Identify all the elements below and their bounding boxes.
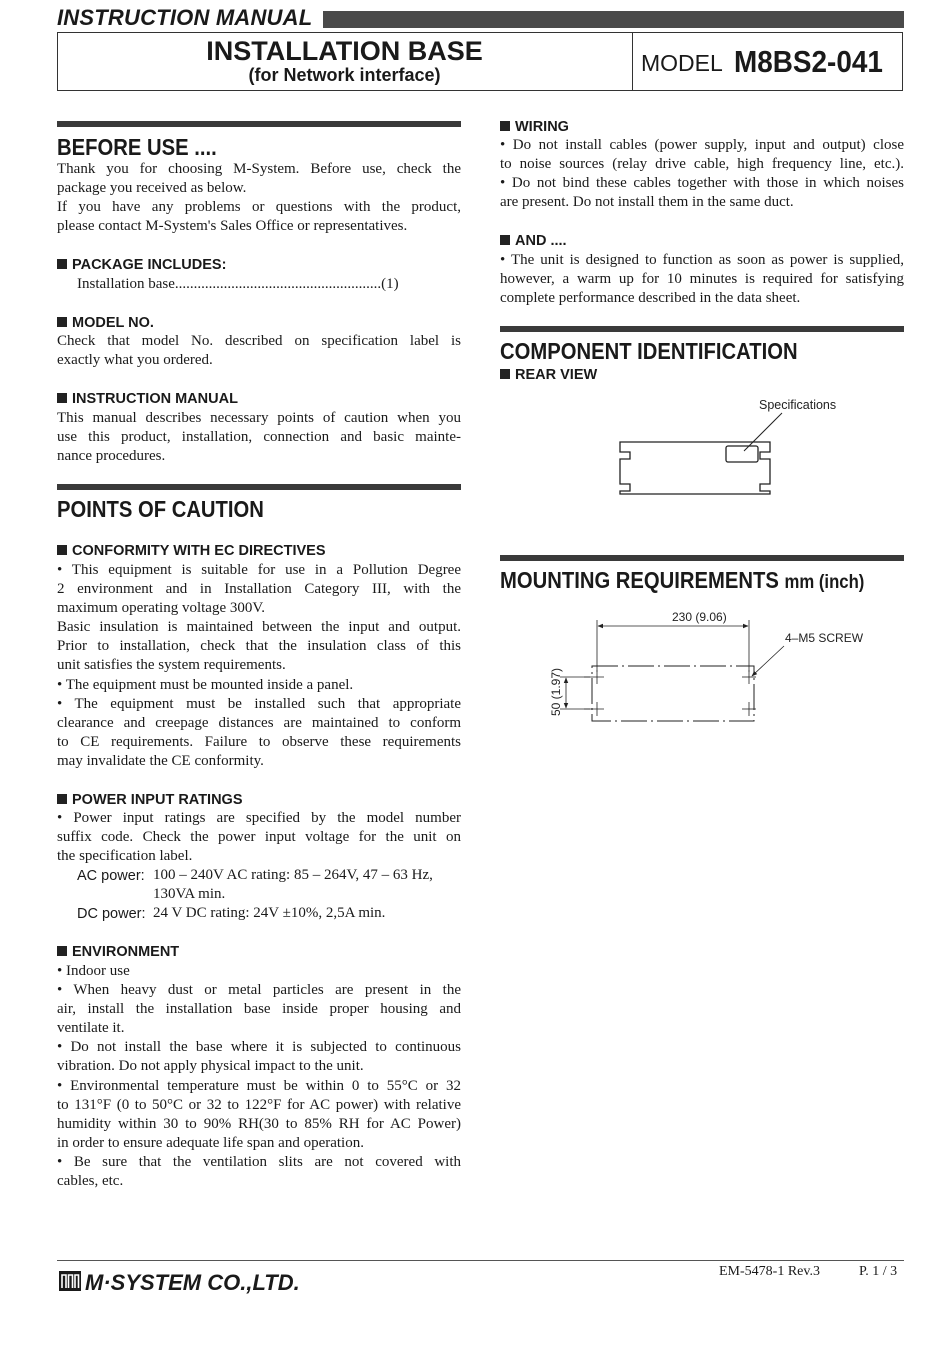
component-identification-title: COMPONENT IDENTIFICATION xyxy=(500,338,798,364)
text-line: • This equipment is suitable for use in a Pollution Degree xyxy=(57,562,461,578)
base-outline xyxy=(620,442,770,494)
text-line: air, install the installation base inside proper housing and xyxy=(57,1001,461,1018)
screw-leader xyxy=(752,646,784,676)
text-line: • The equipment must be mounted inside a panel. xyxy=(57,676,354,693)
wiring-text xyxy=(500,136,904,212)
before-use-intro xyxy=(57,160,461,236)
text-line: cables, etc. xyxy=(57,1173,124,1190)
text-line: to CE requirements. Failure to observe these requirements xyxy=(57,733,461,750)
screw-label: 4–M5 SCREW xyxy=(785,631,864,645)
model-value: M8BS2-041 xyxy=(734,44,883,79)
text-line: humidity within 30 to 90% RH(30 to 85% RH for AC Power) xyxy=(57,1115,461,1132)
text-line: • When heavy dust or metal particles are present in the xyxy=(57,982,461,999)
height-dimension-label: 50 (1.97) xyxy=(549,667,563,716)
text-line: the specification label. xyxy=(57,848,193,865)
mounting-title-text: MOUNTING REQUIREMENTS xyxy=(500,567,779,593)
mounting-unit: mm (inch) xyxy=(784,572,865,593)
text-line: vibration. Do not apply physical impact to the unit. xyxy=(57,1058,364,1075)
document-title: INSTALLATION BASE xyxy=(206,36,483,66)
text-line: • Power input ratings are specified by the model number xyxy=(57,810,461,826)
ac-power-label: AC power: xyxy=(77,868,145,884)
text-line: however, a warm up for 10 minutes is required for satisfying xyxy=(500,271,904,288)
text-line: in order to ensure adequate life span and operation. xyxy=(57,1134,364,1151)
instruction-manual-heading: INSTRUCTION MANUAL xyxy=(57,391,238,407)
footer-rule xyxy=(57,1260,904,1261)
mounting-requirements-title xyxy=(500,567,864,594)
text-line: please contact M-System's Sales Office or representatives. xyxy=(57,218,408,235)
header-bar xyxy=(323,11,904,28)
text-line: clearance and creepage distances are maintained to conform xyxy=(57,714,461,731)
section-rule xyxy=(500,326,904,332)
text-line: • Do not bind these cables together with those in which noises xyxy=(500,175,904,192)
section-rule xyxy=(57,121,461,127)
text-line: • Be sure that the ventilation slits are not covered with xyxy=(57,1153,461,1170)
model-label: MODEL xyxy=(641,50,723,76)
ec-directives-heading: CONFORMITY WITH EC DIRECTIVES xyxy=(57,543,326,559)
mounting-diagram xyxy=(540,600,880,730)
ac-power-value-cont: 130VA min. xyxy=(153,886,226,902)
text-line: to noise sources (relay drive cable, high frequency line, etc.). xyxy=(500,156,904,173)
text-line: • Indoor use xyxy=(57,963,130,979)
text-line: suffix code. Check the power input voltage for the unit on xyxy=(57,829,461,846)
package-item xyxy=(77,275,467,294)
text-line: Prior to installation, check that the insulation class of this xyxy=(57,638,461,655)
text-line: If you have any problems or questions with the product, xyxy=(57,199,461,216)
text-line: maximum operating voltage 300V. xyxy=(57,600,266,617)
document-subtitle: (for Network interface) xyxy=(248,65,441,85)
specifications-label: Specifications xyxy=(759,398,837,412)
power-input-heading: POWER INPUT RATINGS xyxy=(57,792,243,808)
instruction-manual-text xyxy=(57,409,461,466)
text-line: • The equipment must be installed such that appropriate xyxy=(57,695,461,712)
text-line: package you received as below. xyxy=(57,180,247,197)
text-line: are present. Do not install them in the same duct. xyxy=(500,194,794,211)
text-line: • Do not install the base where it is subjected to continuous xyxy=(57,1039,461,1056)
page-number: P. 1 / 3 xyxy=(859,1264,898,1279)
width-dimension-label: 230 (9.06) xyxy=(672,610,727,624)
text-line: 2 environment and in Installation Category III, with the xyxy=(57,581,461,598)
power-input-text xyxy=(57,809,461,866)
environment-heading: ENVIRONMENT xyxy=(57,944,179,960)
text-line: • The unit is designed to function as soon as power is supplied, xyxy=(500,252,904,268)
wiring-heading: WIRING xyxy=(500,119,569,135)
text-line: ventilate it. xyxy=(57,1020,125,1037)
logo-mark-icon xyxy=(59,1271,81,1291)
dc-power-label: DC power: xyxy=(77,906,146,922)
base-footprint xyxy=(592,666,754,721)
and-text xyxy=(500,251,904,308)
text-line: exactly what you ordered. xyxy=(57,352,213,369)
points-of-caution-title: POINTS OF CAUTION xyxy=(57,496,264,522)
company-name: M·SYSTEM CO.,LTD. xyxy=(85,1270,300,1295)
dc-power-value: 24 V DC rating: 24V ±10%, 2,5A min. xyxy=(153,905,386,921)
text-line: to 131°F (0 to 50°C or 32 to 122°F for AC power) with relative xyxy=(57,1096,461,1113)
text-line: use this product, installation, connection and basic mainte- xyxy=(57,429,461,446)
text-line: Installation base.......................................................(1) xyxy=(77,276,399,292)
ac-power-value: 100 – 240V AC rating: 85 – 264V, 47 – 63 Hz, xyxy=(153,867,433,883)
environment-text xyxy=(57,962,461,1191)
spec-label-area xyxy=(726,446,758,462)
manual-label: INSTRUCTION MANUAL xyxy=(57,5,313,30)
text-line: unit satisfies the system requirements. xyxy=(57,657,286,674)
package-heading: PACKAGE INCLUDES: xyxy=(57,257,226,273)
ec-directives-text xyxy=(57,561,461,771)
company-logo xyxy=(59,1268,349,1298)
title-divider xyxy=(632,32,633,91)
text-line: Check that model No. described on specification label is xyxy=(57,333,461,349)
text-line: nance procedures. xyxy=(57,448,166,465)
text-line: Basic insulation is maintained between the input and output. xyxy=(57,619,461,636)
text-line: Thank you for choosing M-System. Before use, check the xyxy=(57,161,461,177)
text-line: complete performance described in the data sheet. xyxy=(500,290,801,307)
model-no-text xyxy=(57,332,461,370)
text-line: This manual describes necessary points of caution when you xyxy=(57,410,461,426)
section-rule xyxy=(500,555,904,561)
text-line: may invalidate the CE conformity. xyxy=(57,752,264,769)
rear-view-diagram xyxy=(610,393,850,503)
before-use-title: BEFORE USE .... xyxy=(57,134,217,160)
and-heading: AND .... xyxy=(500,233,567,249)
section-rule xyxy=(57,484,461,490)
text-line: • Environmental temperature must be within 0 to 55°C or 32 xyxy=(57,1077,461,1094)
document-number: EM-5478-1 Rev.3 xyxy=(719,1264,820,1279)
text-line: • Do not install cables (power supply, input and output) close xyxy=(500,137,904,153)
power-ratings-table xyxy=(57,866,461,926)
rear-view-heading: REAR VIEW xyxy=(500,367,597,383)
leader-line xyxy=(744,413,782,451)
model-no-heading: MODEL NO. xyxy=(57,315,154,331)
